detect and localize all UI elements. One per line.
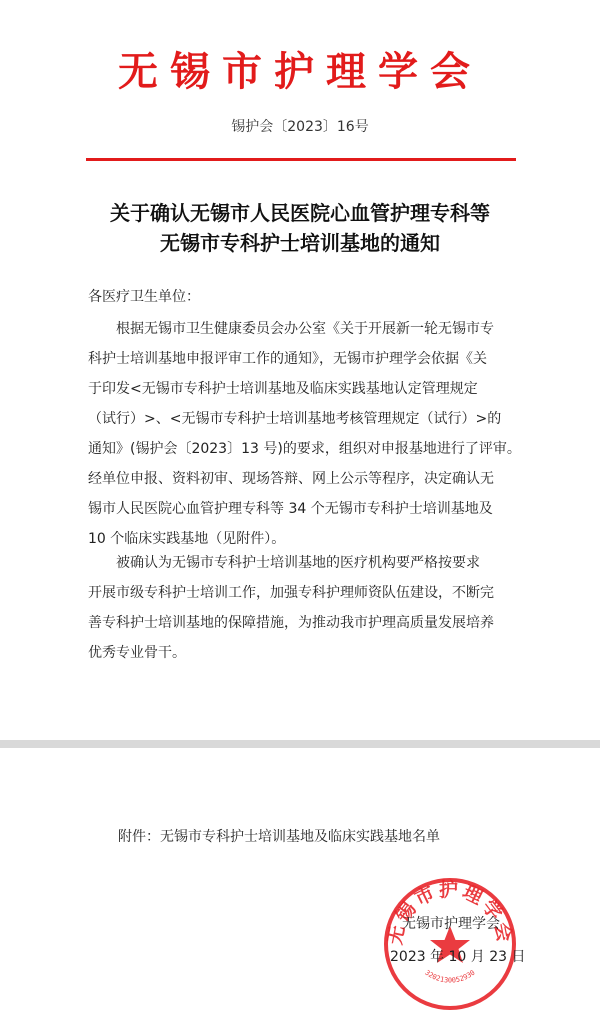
seal-text: 无锡市护理学会	[384, 879, 516, 947]
body-paragraph-2	[88, 548, 528, 668]
paragraph-line: 善专科护士培训基地的保障措施，为推动我市护理高质量发展培养	[88, 615, 494, 631]
paragraph-line: 开展市级专科护士培训工作，加强专科护理师资队伍建设，不断完	[88, 585, 494, 601]
paragraph-line: 优秀专业骨干。	[88, 645, 186, 661]
page-separator	[0, 740, 600, 748]
paragraph-line: 锡市人民医院心血管护理专科等 34 个无锡市专科护士培训基地及	[88, 501, 493, 517]
paragraph-line: 通知》(锡护会〔2023〕13 号)的要求，组织对申报基地进行了评审。	[88, 441, 521, 457]
issue-date: 2023 年 10 月 23 日	[390, 949, 526, 965]
notice-title-line: 关于确认无锡市人民医院心血管护理专科等	[110, 201, 490, 225]
paragraph-line: 被确认为无锡市专科护士培训基地的医疗机构要严格按要求	[88, 555, 480, 571]
greeting: 各医疗卫生单位：	[88, 289, 200, 305]
official-seal-icon	[380, 874, 520, 1014]
signer-name: 无锡市护理学会	[402, 916, 500, 932]
paragraph-line: 于印发<无锡市专科护士培训基地及临床实践基地认定管理规定	[88, 381, 478, 397]
paragraph-line: 科护士培训基地申报评审工作的通知》，无锡市护理学会依据《关	[88, 351, 487, 367]
paragraph-line: （试行）>、<无锡市专科护士培训基地考核管理规定（试行）>的	[88, 411, 502, 427]
seal-code: 3202130052930	[423, 968, 477, 985]
body-paragraph-1	[88, 314, 528, 554]
red-divider-line	[86, 158, 516, 161]
paragraph-line: 经单位申报、资料初审、现场答辩、网上公示等程序，决定确认无	[88, 471, 494, 487]
paragraph-line: 根据无锡市卫生健康委员会办公室《关于开展新一轮无锡市专	[88, 321, 494, 337]
document-number: 锡护会〔2023〕16号	[231, 119, 369, 135]
notice-title	[40, 198, 560, 258]
attachment-line: 附件：无锡市专科护士培训基地及临床实践基地名单	[118, 829, 440, 845]
paragraph-line: 10 个临床实践基地（见附件）。	[88, 531, 286, 547]
svg-text:3202130052930	[423, 969, 476, 985]
notice-title-line: 无锡市专科护士培训基地的通知	[160, 231, 440, 255]
org-header-title: 无锡市护理学会	[118, 48, 482, 95]
